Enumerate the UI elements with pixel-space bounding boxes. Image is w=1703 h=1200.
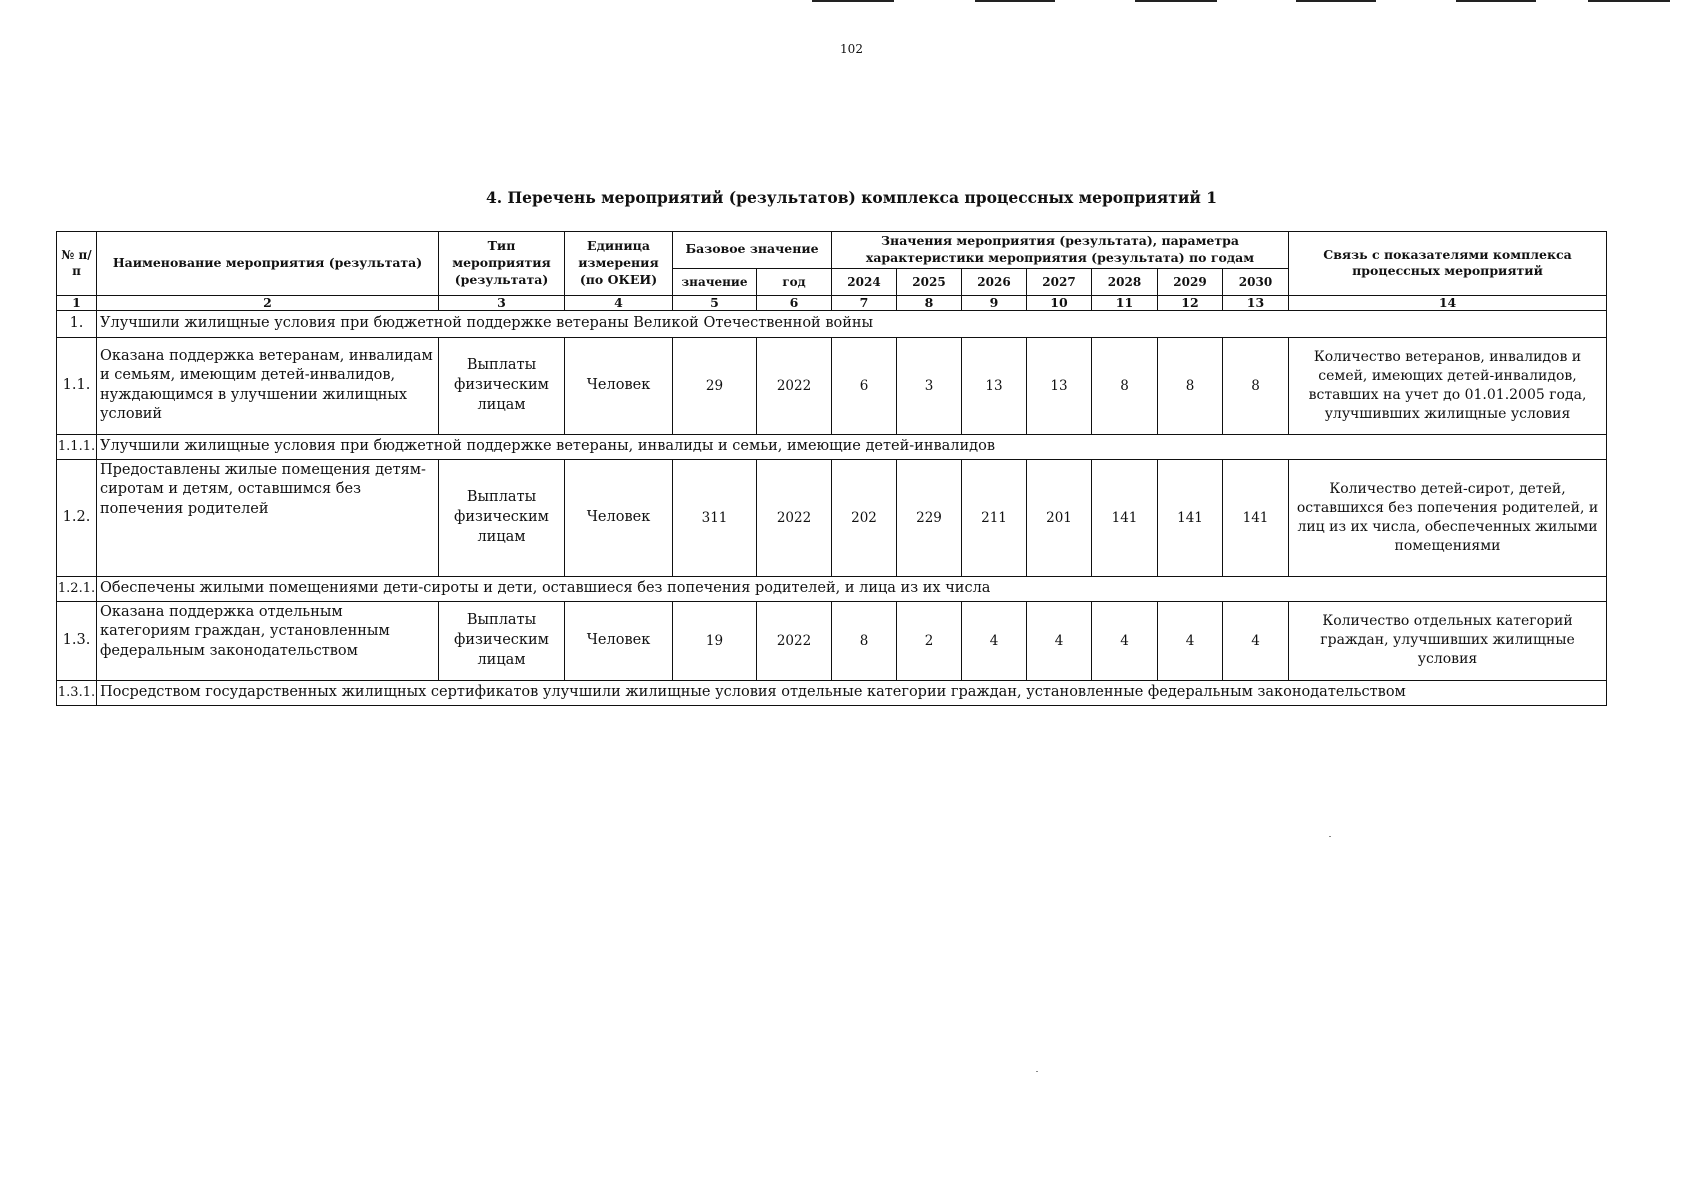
column-number: 12 xyxy=(1158,295,1223,310)
column-number: 13 xyxy=(1223,295,1289,310)
header-year: 2025 xyxy=(897,268,962,295)
header-unit: Единица измерения (по ОКЕИ) xyxy=(565,232,673,296)
section-title: Улучшили жилищные условия при бюджетной поддержке ветераны Великой Отечественной войны xyxy=(97,310,1607,337)
header-name: Наименование мероприятия (результата) xyxy=(97,232,439,296)
row-number: 1.2. xyxy=(57,459,97,576)
year-value: 4 xyxy=(1223,601,1289,680)
page-number: 102 xyxy=(840,42,863,56)
base-year: 2022 xyxy=(757,459,832,576)
year-value: 6 xyxy=(832,337,897,434)
row-number: 1.2.1. xyxy=(57,576,97,601)
scan-artifact xyxy=(812,0,894,2)
base-year: 2022 xyxy=(757,337,832,434)
header-year: 2029 xyxy=(1158,268,1223,295)
year-value: 201 xyxy=(1027,459,1092,576)
header-year: 2028 xyxy=(1092,268,1158,295)
scan-speck xyxy=(1036,1071,1038,1072)
header-year: 2024 xyxy=(832,268,897,295)
column-number: 6 xyxy=(757,295,832,310)
column-number: 3 xyxy=(439,295,565,310)
task-text: Улучшили жилищные условия при бюджетной поддержке ветераны, инвалиды и семьи, имеющие детей-инвалидов xyxy=(97,434,1607,459)
year-value: 13 xyxy=(1027,337,1092,434)
row-number: 1.3. xyxy=(57,601,97,680)
linked-indicator: Количество детей-сирот, детей, оставшихся без попечения родителей, и лиц из их числа, обеспеченных жилыми помещениями xyxy=(1289,459,1607,576)
column-number: 5 xyxy=(673,295,757,310)
column-number: 8 xyxy=(897,295,962,310)
header-base-year: год xyxy=(757,268,832,295)
base-value: 29 xyxy=(673,337,757,434)
row-number: 1.3.1. xyxy=(57,680,97,705)
header-base: Базовое значение xyxy=(673,232,832,269)
header-year: 2026 xyxy=(962,268,1027,295)
base-year: 2022 xyxy=(757,601,832,680)
table-row xyxy=(57,459,1607,576)
linked-indicator: Количество ветеранов, инвалидов и семей, имеющих детей-инвалидов, вставших на учет до 01.01.2005 года, улучшивших жилищные условия xyxy=(1289,337,1607,434)
scan-artifact xyxy=(1135,0,1217,2)
page-title: 4. Перечень мероприятий (результатов) комплекса процессных мероприятий 1 xyxy=(485,188,1218,207)
scan-artifact xyxy=(1588,0,1670,2)
column-number: 9 xyxy=(962,295,1027,310)
column-number: 14 xyxy=(1289,295,1607,310)
year-value: 13 xyxy=(962,337,1027,434)
measure-type: Выплаты физическим лицам xyxy=(439,459,565,576)
row-number: 1. xyxy=(57,310,97,337)
year-value: 8 xyxy=(1158,337,1223,434)
task-text: Обеспечены жилыми помещениями дети-сироты и дети, оставшиеся без попечения родителей, и лица из их числа xyxy=(97,576,1607,601)
measure-type: Выплаты физическим лицам xyxy=(439,337,565,434)
scan-artifact xyxy=(1296,0,1376,2)
column-number: 1 xyxy=(57,295,97,310)
header-link: Связь с показателями комплекса процессных мероприятий xyxy=(1289,232,1607,296)
measure-name: Предоставлены жилые помещения детям-сиротам и детям, оставшимся без попечения родителей xyxy=(97,459,439,576)
task-text: Посредством государственных жилищных сертификатов улучшили жилищные условия отдельные категории граждан, установленные федеральным законодательством xyxy=(97,680,1607,705)
year-value: 8 xyxy=(1092,337,1158,434)
year-value: 4 xyxy=(1092,601,1158,680)
scan-artifact xyxy=(1456,0,1536,2)
table-row-task xyxy=(57,434,1607,459)
row-number: 1.1.1. xyxy=(57,434,97,459)
column-number: 2 xyxy=(97,295,439,310)
scan-artifact xyxy=(975,0,1055,2)
header-year: 2027 xyxy=(1027,268,1092,295)
column-number: 11 xyxy=(1092,295,1158,310)
year-value: 141 xyxy=(1092,459,1158,576)
column-number-row xyxy=(57,295,1607,310)
table-row xyxy=(57,601,1607,680)
column-number: 4 xyxy=(565,295,673,310)
year-value: 3 xyxy=(897,337,962,434)
measures-table xyxy=(56,231,1607,706)
year-value: 141 xyxy=(1158,459,1223,576)
table-row-task xyxy=(57,680,1607,705)
table-row-task xyxy=(57,576,1607,601)
measure-name: Оказана поддержка ветеранам, инвалидам и семьям, имеющим детей-инвалидов, нуждающимся в улучшении жилищных условий xyxy=(97,337,439,434)
measure-name: Оказана поддержка отдельным категориям граждан, установленным федеральным законодательством xyxy=(97,601,439,680)
table-row xyxy=(57,337,1607,434)
header-type: Тип мероприятия (результата) xyxy=(439,232,565,296)
header-values: Значения мероприятия (результата), параметра характеристики мероприятия (результата) по годам xyxy=(832,232,1289,269)
measure-unit: Человек xyxy=(565,459,673,576)
year-value: 2 xyxy=(897,601,962,680)
table-row-section xyxy=(57,310,1607,337)
measure-unit: Человек xyxy=(565,601,673,680)
year-value: 4 xyxy=(1027,601,1092,680)
base-value: 19 xyxy=(673,601,757,680)
year-value: 4 xyxy=(1158,601,1223,680)
header-no: № п/п xyxy=(57,232,97,296)
measure-unit: Человек xyxy=(565,337,673,434)
column-number: 10 xyxy=(1027,295,1092,310)
year-value: 4 xyxy=(962,601,1027,680)
year-value: 202 xyxy=(832,459,897,576)
row-number: 1.1. xyxy=(57,337,97,434)
year-value: 141 xyxy=(1223,459,1289,576)
column-number: 7 xyxy=(832,295,897,310)
header-base-value: значение xyxy=(673,268,757,295)
year-value: 8 xyxy=(832,601,897,680)
year-value: 211 xyxy=(962,459,1027,576)
scan-speck xyxy=(1329,836,1331,837)
table-header xyxy=(57,232,1607,296)
year-value: 229 xyxy=(897,459,962,576)
measure-type: Выплаты физическим лицам xyxy=(439,601,565,680)
year-value: 8 xyxy=(1223,337,1289,434)
header-year: 2030 xyxy=(1223,268,1289,295)
linked-indicator: Количество отдельных категорий граждан, улучшивших жилищные условия xyxy=(1289,601,1607,680)
base-value: 311 xyxy=(673,459,757,576)
